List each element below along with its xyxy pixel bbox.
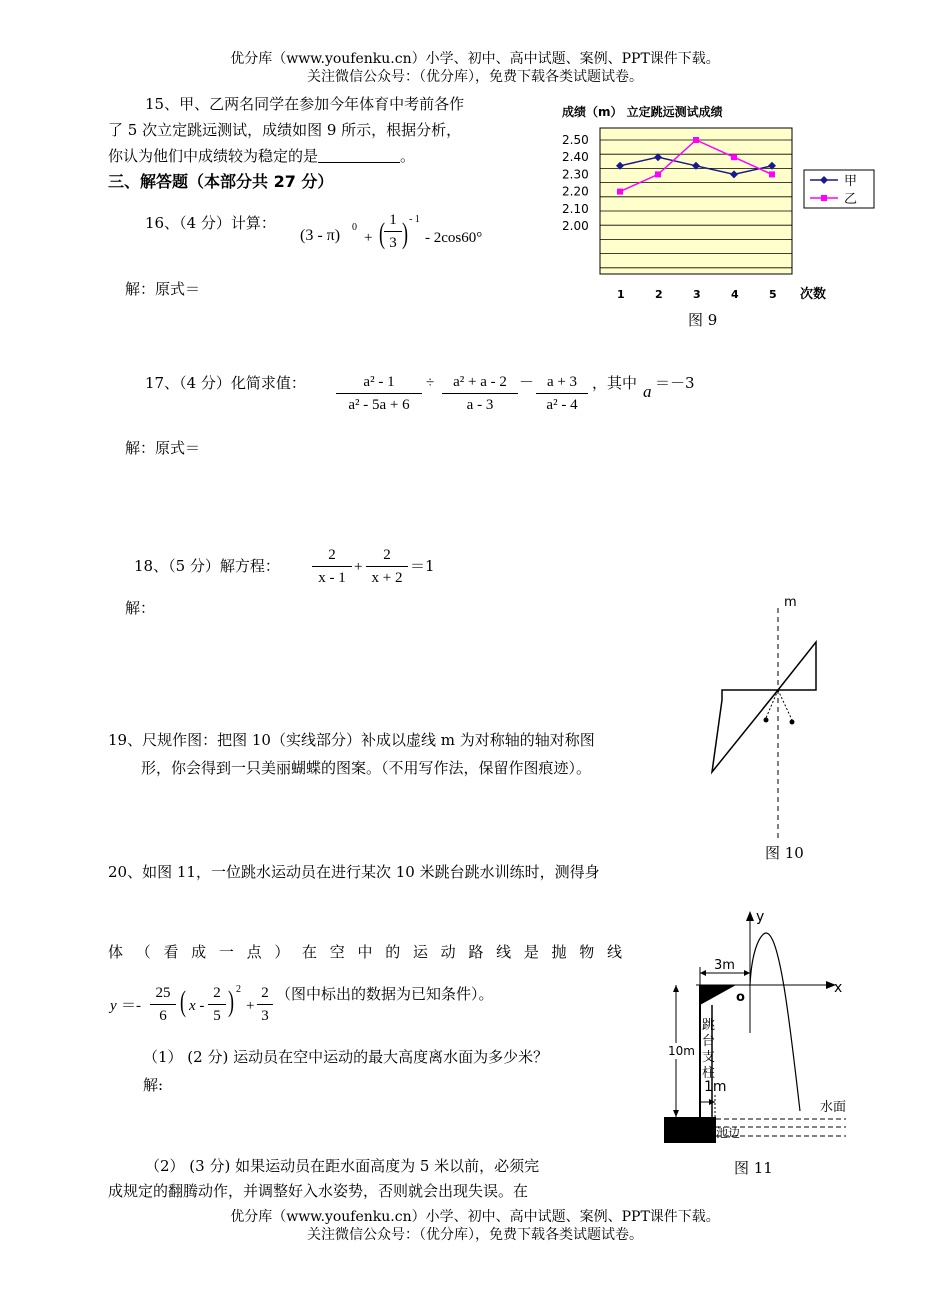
q17-frac2-num: a² + a - 2 xyxy=(442,373,518,394)
q17-var: a xyxy=(643,382,652,401)
chart-y-tick-label: 2.10 xyxy=(562,201,589,216)
q17-frac1 xyxy=(336,373,422,415)
chart-point-yi xyxy=(731,154,737,160)
page-footer-line1: 优分库（www.youfenku.cn）小学、初中、高中试题、案例、PPT课件下载。 xyxy=(230,1209,720,1225)
chart-y-tick-label: 2.20 xyxy=(562,184,589,199)
q17-label: 17、（4 分）化简求值： xyxy=(145,374,306,392)
chart-x-tick-label: 2 xyxy=(655,288,663,301)
figure9-chart xyxy=(556,98,886,338)
upper-wing xyxy=(778,642,816,690)
q18-frac1-den: x - 1 xyxy=(318,570,346,586)
q20-frac2-den: 5 xyxy=(213,1008,221,1024)
dim-10m-label: 10m xyxy=(668,1044,695,1058)
y-axis-label: y xyxy=(756,909,765,925)
q18-frac2-den: x + 2 xyxy=(371,570,403,586)
q16-frac-num: 1 xyxy=(384,211,402,232)
pillar-char-1: 跳 xyxy=(702,1018,716,1033)
chart-x-tick-label: 4 xyxy=(731,288,739,301)
q16-paren-open: ( xyxy=(379,217,385,250)
q20-part1: （1） (2 分) 运动员在空中运动的最大高度离水面为多少米？ xyxy=(143,1048,549,1066)
lower-wing xyxy=(712,690,778,772)
y-axis-arrow xyxy=(746,911,754,921)
figure10-caption: 图 10 xyxy=(765,844,804,862)
q20-formula-frac2 xyxy=(208,984,226,1026)
figure10-drawing xyxy=(700,590,840,850)
q17-frac1-num: a² - 1 xyxy=(336,373,422,394)
q19-line1: 19、尺规作图：把图 10（实线部分）补成以虚线 m 为对称轴的轴对称图 xyxy=(108,731,595,749)
q17-frac3-den: a² - 4 xyxy=(546,397,578,413)
section-3-title: 三、解答题（本部分共 27 分） xyxy=(108,172,334,191)
page-header-line1: 优分库（www.youfenku.cn）小学、初中、高中试题、案例、PPT课件下载。 xyxy=(230,51,720,67)
legend-label-jia: 甲 xyxy=(844,174,858,189)
q17-frac2 xyxy=(442,373,518,415)
q16-label: 16、（4 分）计算： xyxy=(145,214,276,232)
q15-line3-text: 你认为他们中成绩较为稳定的是 xyxy=(108,147,319,165)
q20-formula-exp: 2 xyxy=(236,984,241,995)
chart-xlabel: 次数 xyxy=(800,287,827,302)
chart-legend xyxy=(804,170,874,208)
q20-part1-answer: 解: xyxy=(143,1076,164,1094)
q16-exp1: - 1 xyxy=(409,214,420,225)
pillar-char-2: 台 xyxy=(702,1034,716,1049)
q15-answer-blank[interactable] xyxy=(318,148,400,163)
chart-x-ticks xyxy=(617,288,777,301)
q20-line1: 20、如图 11，一位跳水运动员在进行某次 10 米跳台跳水训练时，测得身 xyxy=(108,863,600,881)
q20-frac1-den: 6 xyxy=(159,1008,167,1024)
q15-line2: 了 5 次立定跳远测试，成绩如图 9 所示，根据分析， xyxy=(108,121,462,139)
q20-frac1-num: 25 xyxy=(150,984,176,1005)
q18-label: 18、（5 分）解方程： xyxy=(134,557,280,575)
chart-x-tick-label: 3 xyxy=(693,288,701,301)
q17-where: ，其中 xyxy=(592,374,638,392)
page-footer-line2: 关注微信公众号：（优分库），免费下载各类试题试卷。 xyxy=(307,1227,643,1243)
pool-base xyxy=(664,1117,716,1143)
q17-frac2-den: a - 3 xyxy=(466,397,494,413)
q17-value: ＝－3 xyxy=(655,374,695,392)
water-label: 水面 xyxy=(820,1100,847,1115)
q17-frac3-num: a + 3 xyxy=(536,373,588,394)
antenna-right xyxy=(778,690,792,720)
q20-formula-frac3 xyxy=(257,984,273,1026)
dim-1m-label: 1m xyxy=(704,1079,727,1095)
dim-3m-arrow-right xyxy=(744,970,750,976)
q18-frac2 xyxy=(366,546,408,588)
q20-frac2-num: 2 xyxy=(208,984,226,1005)
q19-line2: 形，你会得到一只美丽蝴蝶的图案。（不用写作法，保留作图痕迹）。 xyxy=(141,759,592,777)
q16-fraction xyxy=(384,211,402,253)
chart-y-tick-label: 2.50 xyxy=(562,133,589,147)
axis-m-label: m xyxy=(784,595,797,610)
q17-frac1-den: a² - 5a + 6 xyxy=(348,397,410,413)
q18-frac1 xyxy=(312,546,352,588)
q16-plus: + xyxy=(364,230,373,246)
q15-line1: 15、甲、乙两名同学在参加今年体育中考前各作 xyxy=(145,95,465,113)
q15-line3-end: 。 xyxy=(400,147,416,165)
chart-title: 成绩（m） 立定跳远测试成绩 xyxy=(562,105,723,119)
q16-expr-left: (3 - π) xyxy=(300,227,341,244)
q20-formula-x: x - xyxy=(189,998,205,1014)
antenna-tip-right xyxy=(790,720,795,725)
figure11-caption: 图 11 xyxy=(734,1159,773,1177)
q20-frac3-num: 2 xyxy=(257,984,273,1005)
chart-point-yi xyxy=(617,189,623,195)
q16-exp0: 0 xyxy=(352,222,357,233)
pillar-char-4: 柱 xyxy=(702,1066,716,1081)
chart-y-ticks xyxy=(562,133,589,233)
q20-part2-line2: 成规定的翻腾动作，并调整好入水姿势，否则就会出现失误。在 xyxy=(108,1182,529,1200)
platform xyxy=(700,985,736,1005)
q18-frac1-num: 2 xyxy=(312,546,352,567)
chart-x-tick-label: 1 xyxy=(617,288,625,301)
q20-formula-note: （图中标出的数据为已知条件）。 xyxy=(276,985,494,1003)
q20-formula-eq: ＝- xyxy=(121,998,141,1014)
q18-answer: 解： xyxy=(125,599,156,617)
q20-formula-plus: + xyxy=(246,998,255,1014)
chart-point-yi xyxy=(769,171,775,177)
q20-line2: 体（看成一点）在空中的运动路线是抛物线 xyxy=(108,943,622,961)
dim-3m-label: 3m xyxy=(714,958,735,973)
page-header-line2: 关注微信公众号：（优分库），免费下载各类试题试卷。 xyxy=(307,69,643,85)
chart-plot-area xyxy=(600,128,792,274)
q18-frac2-num: 2 xyxy=(366,546,408,567)
q18-eq: ＝1 xyxy=(410,557,435,575)
chart-y-tick-label: 2.30 xyxy=(562,167,589,182)
pool-label: 池边 xyxy=(716,1126,741,1140)
q18-plus: + xyxy=(354,559,363,575)
figure11-drawing xyxy=(640,905,860,1155)
q20-formula-frac1 xyxy=(150,984,176,1026)
dim-10m-arrow-bottom xyxy=(673,1110,679,1117)
chart-y-tick-label: 2.40 xyxy=(562,150,589,165)
dim-10m-arrow-top xyxy=(673,985,679,992)
chart-point-yi xyxy=(693,137,699,143)
q20-frac3-den: 3 xyxy=(261,1008,269,1024)
figure9-caption: 图 9 xyxy=(688,311,718,329)
q16-answer: 解：原式＝ xyxy=(125,280,201,298)
chart-y-tick-label: 2.00 xyxy=(562,219,589,233)
q20-paren-open: ( xyxy=(180,985,186,1018)
chart-x-tick-label: 5 xyxy=(769,288,777,301)
pillar-char-3: 支 xyxy=(702,1050,716,1065)
q17-answer: 解：原式＝ xyxy=(125,439,201,457)
legend-marker-yi xyxy=(821,195,827,201)
origin-label: o xyxy=(736,990,745,1005)
q20-paren-close: ) xyxy=(228,985,234,1018)
dim-3m-arrow-left xyxy=(700,970,706,976)
q15-line3 xyxy=(108,146,415,166)
q17-minus: － xyxy=(519,375,535,391)
q17-div: ÷ xyxy=(426,375,435,391)
trajectory-parabola xyxy=(750,933,800,1111)
q16-tail: - 2cos60° xyxy=(425,230,483,246)
q20-part2-line1: （2） (3 分) 如果运动员在距水面高度为 5 米以前，必须完 xyxy=(145,1157,540,1175)
x-axis-label: x xyxy=(834,980,843,996)
q20-formula-y: y xyxy=(110,998,117,1014)
antenna-tip-left xyxy=(764,718,769,723)
chart-point-yi xyxy=(655,171,661,177)
q16-paren-close: ) xyxy=(402,217,408,250)
antenna-left xyxy=(766,690,778,718)
q16-frac-den: 3 xyxy=(389,235,397,251)
legend-label-yi: 乙 xyxy=(844,192,858,207)
q17-frac3 xyxy=(536,373,588,415)
